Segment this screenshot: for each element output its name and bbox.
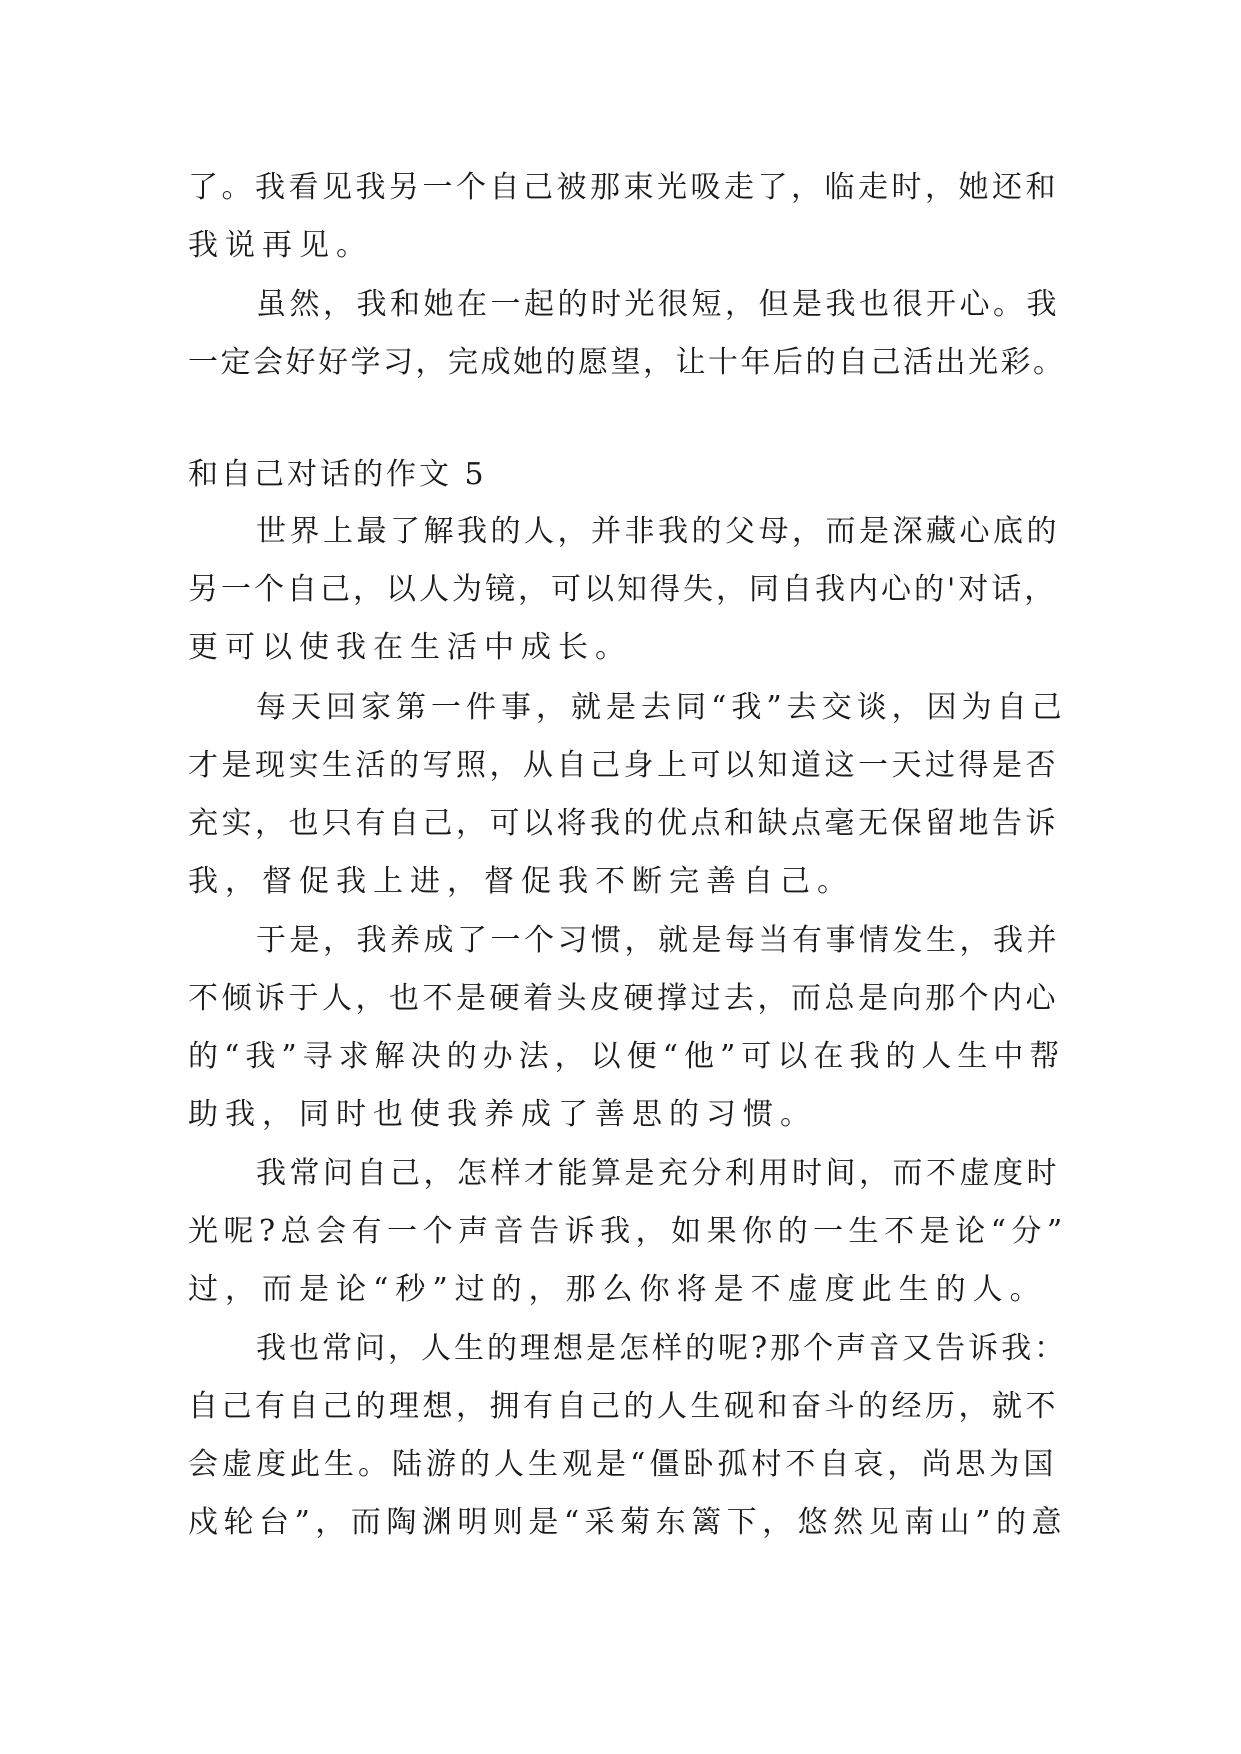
text-line: 助我，同时也使我养成了善思的习惯。 [188, 1097, 817, 1132]
text-line: 的“我”寻求解决的办法，以便“他”可以在我的人生中帮 [188, 1039, 1066, 1074]
paragraph-start: 我常问自己，怎样才能算是充分利用时间，而不虚度时 [256, 1156, 1060, 1191]
text-line: 了。我看见我另一个自己被那束光吸走了，临走时，她还和 [188, 170, 1059, 205]
text-line: 会虚度此生。陆游的人生观是“僵卧孤村不自哀，尚思为国 [188, 1447, 1058, 1482]
text-line: 另一个自己，以人为镜，可以知得失，同自我内心的'对话， [188, 572, 1058, 607]
text-line: 才是现实生活的写照，从自己身上可以知道这一天过得是否 [188, 748, 1059, 783]
text-line: 戍轮台”，而陶渊明则是“采菊东篱下，悠然见南山”的意 [188, 1505, 1068, 1540]
text-line: 我说再见。 [188, 228, 373, 263]
paragraph-start: 世界上最了解我的人，并非我的父母，而是深藏心底的 [256, 514, 1060, 549]
text-line: 过，而是论“秒”过的，那么你将是不虚度此生的人。 [188, 1272, 1047, 1307]
paragraph-start: 虽然，我和她在一起的时光很短，但是我也很开心。我 [256, 287, 1060, 322]
paragraph-start: 于是，我养成了一个习惯，就是每当有事情发生，我并 [256, 923, 1060, 958]
text-line: 光呢?总会有一个声音告诉我，如果你的一生不是论“分” [188, 1214, 1068, 1249]
text-line: 更可以使我在生活中成长。 [188, 630, 632, 665]
text-line: 一定会好好学习，完成她的愿望，让十年后的自己活出光彩。 [188, 345, 1066, 380]
paragraph-start: 每天回家第一件事，就是去同“我”去交谈，因为自己 [256, 690, 1067, 725]
text-line: 充实，也只有自己，可以将我的优点和缺点毫无保留地告诉 [188, 806, 1059, 841]
section-heading: 和自己对话的作文 5 [188, 457, 487, 492]
text-line: 不倾诉于人，也不是硬着头皮硬撑过去，而总是向那个内心 [188, 981, 1059, 1016]
text-line: 我，督促我上进，督促我不断完善自己。 [188, 864, 854, 899]
paragraph-start: 我也常问，人生的理想是怎样的呢?那个声音又告诉我： [256, 1331, 1068, 1366]
text-line: 自己有自己的理想，拥有自己的人生砚和奋斗的经历，就不 [188, 1389, 1059, 1424]
